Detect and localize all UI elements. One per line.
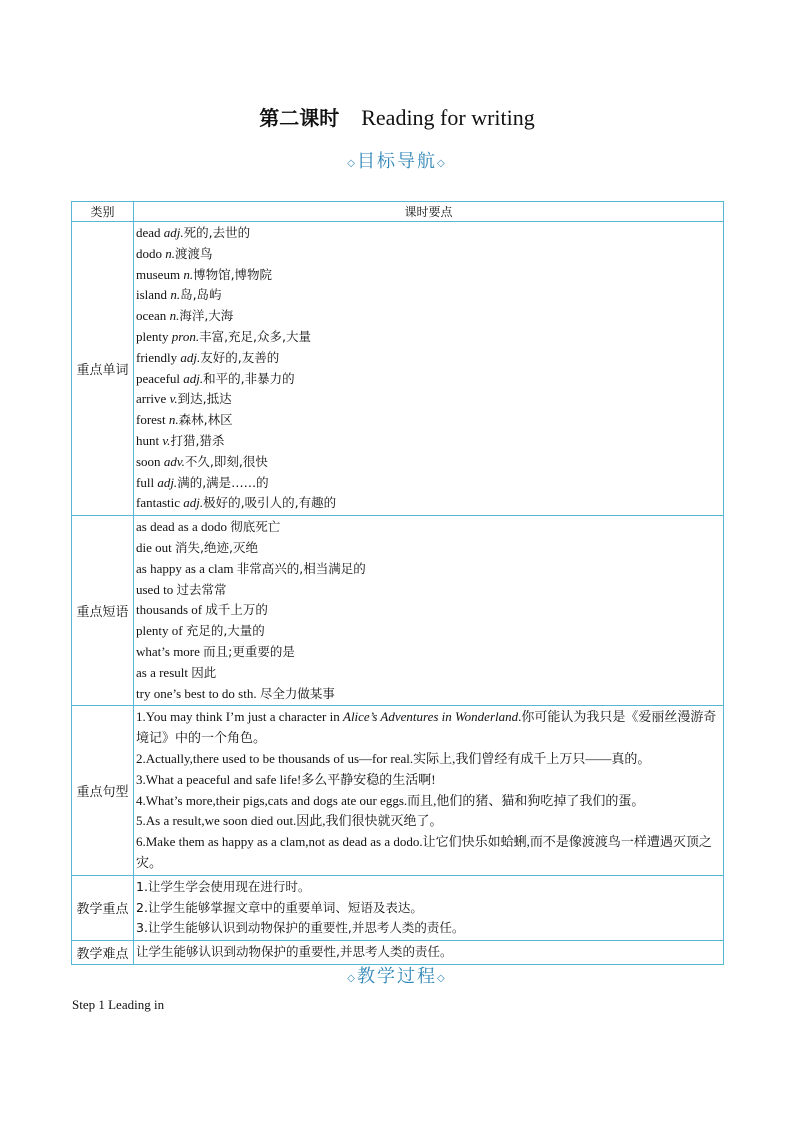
- word-meaning: 打猎,猎杀: [170, 432, 225, 448]
- phrase-meaning: 尽全力做某事: [259, 685, 335, 701]
- word-meaning: 到达,抵达: [177, 391, 232, 407]
- word-entry: [136, 285, 723, 306]
- table-row: [72, 516, 724, 706]
- word: friendly: [136, 349, 178, 365]
- phrase-meaning: 而且;更重要的是: [203, 643, 295, 659]
- phrase-entry: [136, 642, 723, 663]
- sentence-text: .你可能认为我只是《爱丽丝漫游奇境记》中的一个角色。: [136, 709, 717, 746]
- phrase-entry: [136, 538, 723, 559]
- lesson-title: [0, 103, 794, 133]
- diamond-icon: ◇: [347, 973, 357, 984]
- word-entry: [136, 452, 723, 473]
- phrase-entry: [136, 580, 723, 601]
- section-heading-text: 目标导航: [357, 151, 437, 172]
- part-of-speech: n.: [165, 245, 175, 261]
- phrase-entry: [136, 559, 723, 580]
- phrase: what’s more: [136, 643, 200, 659]
- word-entry: [136, 265, 723, 286]
- word-entry: [136, 410, 723, 431]
- sentence-entry: [136, 832, 723, 874]
- word: dodo: [136, 245, 162, 261]
- word-entry: [136, 493, 723, 514]
- part-of-speech: n.: [170, 287, 181, 303]
- phrase: as dead as a dodo: [136, 519, 227, 535]
- phrase-entry: [136, 621, 723, 642]
- word-entry: [136, 306, 723, 327]
- row-category: 重点短语: [72, 516, 134, 706]
- sentence-text: 6.Make them as happy as a clam,not as dead as a dodo.让它们快乐如蛤蜊,而不是像渡渡鸟一样遭遇灭顶之灾。: [136, 834, 712, 870]
- sentence-entry: [136, 770, 723, 791]
- sentence-text: 2.Actually,there used to be thousands of us—for real.实际上,我们曾经有成千上万只——真的。: [136, 750, 651, 766]
- word-entry: [136, 223, 723, 244]
- word: ocean: [136, 308, 167, 324]
- sentence-text: 1.You may think I’m just a character in: [136, 709, 343, 725]
- word: island: [136, 287, 168, 303]
- part-of-speech: n.: [169, 308, 180, 324]
- focus-item: 1.让学生学会使用现在进行时。: [136, 878, 311, 894]
- teaching-difficulty-list: [134, 941, 724, 965]
- sentence-entry: [136, 791, 723, 812]
- word: peaceful: [136, 370, 181, 386]
- focus-item: 3.让学生能够认识到动物保护的重要性,并思考人类的责任。: [136, 920, 465, 936]
- part-of-speech: pron.: [171, 328, 200, 344]
- difficulty-item: 让学生能够认识到动物保护的重要性,并思考人类的责任。: [136, 944, 453, 960]
- phrase-entry: [136, 600, 723, 621]
- phrase: as a result: [136, 664, 188, 680]
- row-category: 重点句型: [72, 706, 134, 875]
- phrase-meaning: 因此: [191, 664, 217, 680]
- lesson-title-cn: 第二课时: [259, 106, 340, 130]
- word-meaning: 和平的,非暴力的: [203, 370, 295, 386]
- phrase: used to: [136, 581, 174, 597]
- table-row: [72, 875, 724, 940]
- part-of-speech: adj.: [180, 349, 201, 365]
- word: fantastic: [136, 495, 181, 511]
- word-entry: [136, 369, 723, 390]
- phrase-meaning: 非常高兴的,相当满足的: [236, 560, 366, 576]
- phrase-entry: [136, 684, 723, 705]
- diamond-icon: ◇: [347, 158, 357, 169]
- phrase-entry: [136, 517, 723, 538]
- word-meaning: 极好的,吸引人的,有趣的: [203, 495, 337, 511]
- word-entry: [136, 473, 723, 494]
- phrase-meaning: 成千上万的: [205, 602, 268, 618]
- lesson-title-en: Reading for writing: [361, 105, 535, 130]
- phrase-meaning: 彻底死亡: [230, 519, 281, 535]
- word: full: [136, 474, 155, 490]
- step-heading: Step 1 Leading in: [72, 997, 165, 1012]
- part-of-speech: v.: [169, 391, 178, 407]
- word-entry: [136, 327, 723, 348]
- word-meaning: 死的,去世的: [183, 225, 251, 240]
- diamond-icon: ◇: [437, 158, 447, 169]
- word-entry: [136, 244, 723, 265]
- section-heading-process: [0, 962, 794, 988]
- word-entry: [136, 348, 723, 369]
- part-of-speech: adj.: [183, 495, 204, 511]
- phrase: die out: [136, 539, 172, 555]
- word-entry: [136, 431, 723, 452]
- word: museum: [136, 266, 181, 282]
- phrase: as happy as a clam: [136, 560, 234, 576]
- part-of-speech: adv.: [163, 453, 185, 469]
- table-row: [72, 941, 724, 965]
- word-meaning: 友好的,友善的: [200, 349, 280, 365]
- table-header-row: [72, 202, 724, 222]
- phrase-meaning: 过去常常: [176, 581, 227, 597]
- header-category: 类别: [72, 202, 134, 222]
- key-sentences-list: [134, 706, 724, 875]
- word: dead: [136, 225, 161, 240]
- word-meaning: 海洋,大海: [179, 308, 234, 324]
- sentence-text: 5.As a result,we soon died out.因此,我们很快就灭绝了。: [136, 813, 443, 829]
- part-of-speech: v.: [162, 432, 171, 448]
- table-row: [72, 706, 724, 875]
- word: forest: [136, 412, 166, 428]
- phrase: plenty of: [136, 623, 183, 639]
- part-of-speech: n.: [168, 412, 179, 428]
- word-entry: [136, 389, 723, 410]
- row-category: 教学难点: [72, 941, 134, 965]
- phrase-meaning: 消失,绝迹,灭绝: [175, 539, 258, 555]
- part-of-speech: adj.: [183, 370, 204, 386]
- word-meaning: 丰富,充足,众多,大量: [199, 328, 311, 344]
- word-meaning: 渡渡鸟: [175, 245, 213, 261]
- word-meaning: 不久,即刻,很快: [184, 453, 268, 469]
- book-title: Alice’s Adventures in Wonderland: [343, 709, 519, 725]
- word-meaning: 满的,满是……的: [177, 474, 269, 490]
- key-phrases-list: [134, 516, 724, 706]
- sentence-entry: [136, 749, 723, 770]
- part-of-speech: n.: [183, 266, 194, 282]
- diamond-icon: ◇: [437, 973, 447, 984]
- sentence-text: 3.What a peaceful and safe life!多么平静安稳的生活啊!: [136, 771, 436, 787]
- word: soon: [136, 453, 161, 469]
- sentence-entry: [136, 811, 723, 832]
- teaching-focus-list: [134, 875, 724, 940]
- key-words-list: [134, 222, 724, 516]
- part-of-speech: adj.: [163, 225, 184, 240]
- header-points: 课时要点: [134, 202, 724, 222]
- row-category: 教学重点: [72, 875, 134, 940]
- sentence-text: 4.What’s more,their pigs,cats and dogs ate our eggs.而且,他们的猪、猫和狗吃掉了我们的蛋。: [136, 792, 645, 808]
- row-category: 重点单词: [72, 222, 134, 516]
- focus-item: 2.让学生能够掌握文章中的重要单词、短语及表达。: [136, 899, 423, 915]
- section-heading-text: 教学过程: [357, 966, 437, 987]
- word: arrive: [136, 391, 167, 407]
- word: plenty: [136, 328, 169, 344]
- phrase: try one’s best to do sth.: [136, 685, 257, 701]
- phrase-meaning: 充足的,大量的: [185, 623, 265, 639]
- part-of-speech: adj.: [157, 474, 178, 490]
- word-meaning: 博物馆,博物院: [193, 266, 273, 282]
- word: hunt: [136, 432, 160, 448]
- phrase: thousands of: [136, 602, 203, 618]
- section-heading-goals: [0, 147, 794, 173]
- word-meaning: 岛,岛屿: [180, 287, 222, 303]
- table-row: [72, 222, 724, 516]
- lesson-points-table: [71, 201, 724, 965]
- phrase-entry: [136, 663, 723, 684]
- word-meaning: 森林,林区: [178, 412, 233, 428]
- sentence-entry: [136, 707, 723, 749]
